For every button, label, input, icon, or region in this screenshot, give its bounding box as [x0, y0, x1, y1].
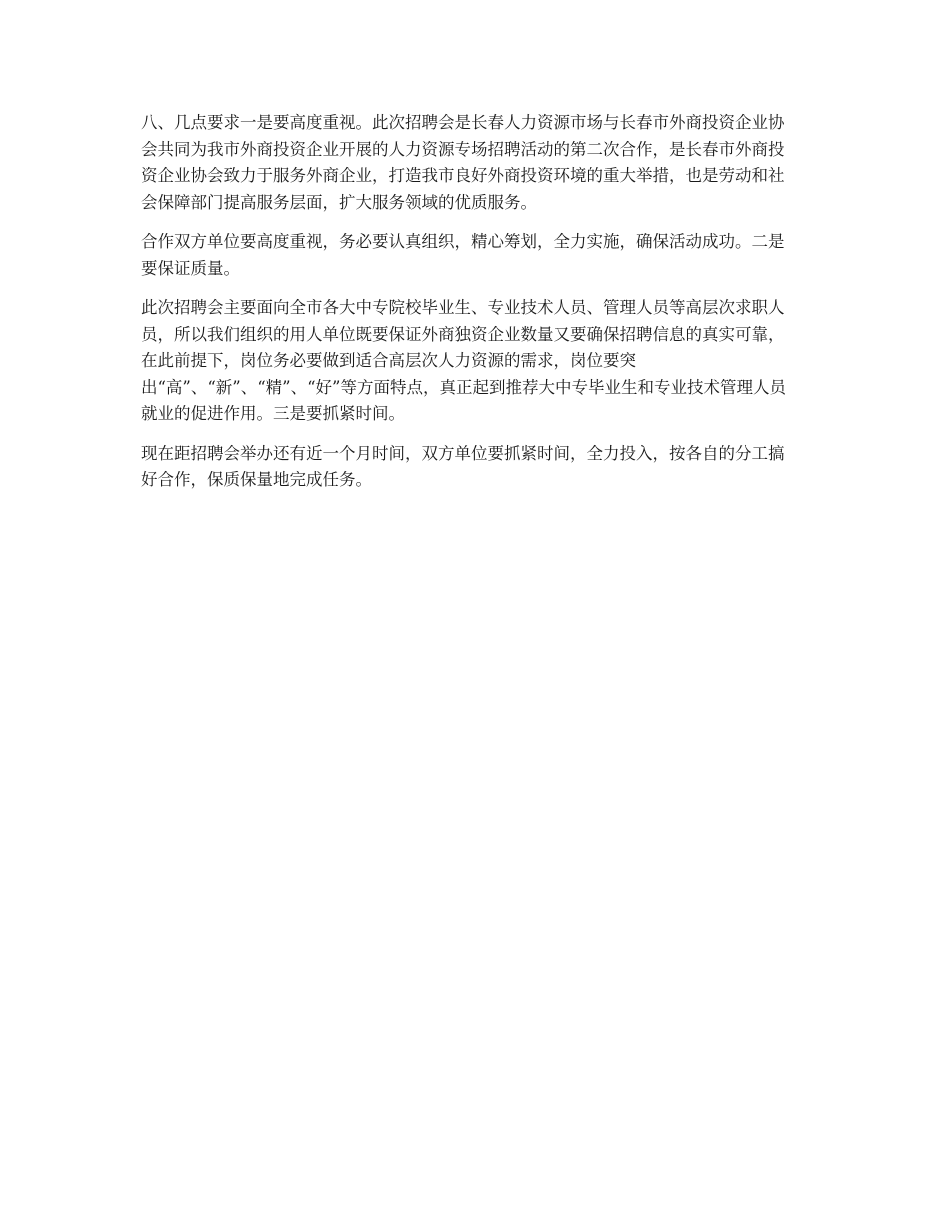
paragraph-2	[141, 229, 809, 282]
paragraph-line: 现在距招聘会举办还有近一个月时间，双方单位要抓紧时间，全力投入，按各自的分工搞	[141, 443, 785, 463]
paragraph-line: 在此前提下，岗位务必要做到适合高层次人力资源的需求，岗位要突	[141, 351, 636, 370]
document-body	[141, 110, 809, 507]
paragraph-line: 好合作，保质保量地完成任务。	[141, 470, 372, 489]
paragraph-line: 就业的促进作用。三是要抓紧时间。	[141, 404, 405, 423]
paragraph-line: 八、几点要求一是要高度重视。此次招聘会是长春人力资源市场与长春市外商投资企业协	[141, 113, 785, 132]
paragraph-line: 资企业协会致力于服务外商企业，打造我市良好外商投资环境的重大举措，也是劳动和社	[141, 166, 785, 185]
paragraph-4	[141, 441, 809, 494]
paragraph-line: 会保障部门提高服务层面，扩大服务领域的优质服务。	[141, 192, 537, 212]
paragraph-line: 员，所以我们组织的用人单位既要保证外商独资企业数量又要确保招聘信息的真实可靠，	[141, 324, 785, 344]
paragraph-line: 出“高”、“新”、“精”、“好”等方面特点，真正起到推荐大中专毕业生和专业技术管理人员	[141, 377, 786, 397]
paragraph-line: 合作双方单位要高度重视，务必要认真组织，精心筹划，全力实施，确保活动成功。二是	[141, 232, 785, 251]
paragraph-line: 此次招聘会主要面向全市各大中专院校毕业生、专业技术人员、管理人员等高层次求职人	[141, 298, 785, 317]
paragraph-3	[141, 295, 809, 428]
paragraph-line: 会共同为我市外商投资企业开展的人力资源专场招聘活动的第二次合作，是长春市外商投	[141, 139, 785, 159]
paragraph-1	[141, 110, 809, 216]
paragraph-line: 要保证质量。	[141, 258, 240, 278]
